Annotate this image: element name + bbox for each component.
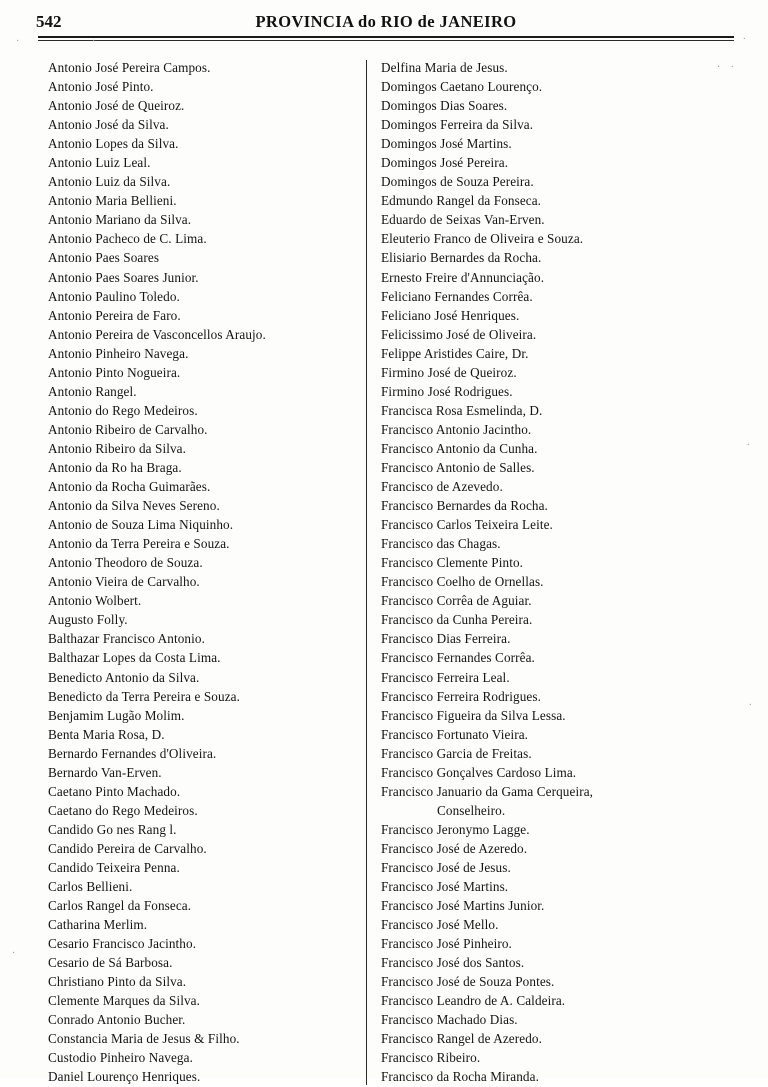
list-item: Benedicto Antonio da Silva. (48, 669, 200, 685)
list-item: Caetano do Rego Medeiros. (48, 802, 198, 818)
list-item: Antonio Pinheiro Navega. (48, 345, 189, 361)
list-item: Delfina Maria de Jesus. (381, 60, 508, 75)
list-item: Domingos José Martins. (381, 136, 512, 152)
list-item: Firmino José Rodrigues. (381, 383, 513, 399)
list-item: Firmino José de Queiroz. (381, 364, 517, 380)
list-item: Antonio Theodoro de Souza. (48, 555, 203, 571)
list-item: Antonio da Rocha Guimarães. (48, 479, 211, 495)
list-item: Francisco Jeronymo Lagge. (381, 821, 530, 837)
list-item: Balthazar Francisco Antonio. (48, 631, 205, 647)
list-item: Antonio Rangel. (48, 383, 137, 399)
scan-speck: · (12, 948, 16, 959)
list-item: Francisco Antonio Jacintho. (381, 421, 532, 437)
list-item: Antonio da Silva Neves Sereno. (48, 498, 220, 514)
list-item: Ernesto Freire d'Annunciação. (381, 269, 545, 285)
list-item: Francisco José Mello. (381, 917, 499, 933)
list-item: Antonio Paulino Toledo. (48, 288, 180, 304)
list-item: Francisco Fortunato Vieira. (381, 726, 529, 742)
list-item: Cesario Francisco Jacintho. (48, 936, 197, 952)
left-column (36, 58, 366, 1087)
list-item: Francisco Garcia de Freitas. (381, 745, 532, 761)
list-item-continuation (377, 801, 735, 820)
list-item: Custodio Pinheiro Navega. (48, 1050, 193, 1066)
list-item: Francisco Rangel de Azeredo. (381, 1031, 542, 1047)
list-item: Francisco Ferreira Leal. (381, 669, 510, 685)
list-item: Edmundo Rangel da Fonseca. (381, 193, 542, 209)
scan-speck: · (92, 36, 96, 47)
list-item: Francisco Fernandes Corrêa. (381, 650, 535, 666)
list-item: Antonio Pinto Nogueira. (48, 364, 181, 380)
list-item: Feliciano Fernandes Corrêa. (381, 288, 533, 304)
list-item: Francisco Gonçalves Cardoso Lima. (381, 764, 577, 780)
list-item: Francisco das Chagas. (381, 536, 501, 552)
page-header (36, 10, 736, 40)
list-item: Bernardo Van-Erven. (48, 764, 162, 780)
list-item: Antonio Lopes da Silva. (48, 136, 179, 152)
list-item: Francisco Clemente Pinto. (381, 555, 524, 571)
list-item: Antonio Vieira de Carvalho. (48, 574, 200, 590)
list-item: Francisco da Cunha Pereira. (381, 612, 533, 628)
list-item: Francisco da Rocha Miranda. (381, 1069, 539, 1085)
list-item: Antonio Paes Soares Junior. (48, 269, 199, 285)
list-item: Francisco José dos Santos. (381, 955, 525, 971)
list-item: Antonio de Souza Lima Niquinho. (48, 517, 234, 533)
list-item: Carlos Bellieni. (48, 879, 133, 895)
list-item: Francisco Ferreira Rodrigues. (381, 688, 542, 704)
list-item: Antonio Pereira de Faro. (48, 307, 181, 323)
list-item: Carlos Rangel da Fonseca. (48, 898, 192, 914)
list-item: Antonio José Pereira Campos. (48, 60, 211, 75)
list-item: Francisco José Pinheiro. (381, 936, 512, 952)
list-item: Clemente Marques da Silva. (48, 993, 201, 1009)
list-item: Catharina Merlim. (48, 917, 148, 933)
list-item: Francisco Corrêa de Aguiar. (381, 593, 532, 609)
list-item: Antonio José da Silva. (48, 117, 169, 133)
list-item: Felippe Aristides Caire, Dr. (381, 345, 529, 361)
folio-number: 542 (36, 12, 62, 31)
list-item: Antonio Wolbert. (48, 593, 142, 609)
list-item: Feliciano José Henriques. (381, 307, 520, 323)
list-item: Benjamim Lugão Molim. (48, 707, 185, 723)
scan-speck: · (16, 36, 20, 47)
list-item: Francisco José Martins Junior. (381, 898, 545, 914)
list-item: Augusto Folly. (48, 612, 128, 628)
list-item: Antonio Mariano da Silva. (48, 212, 192, 228)
scan-speck: · (748, 700, 752, 711)
list-item: Candido Teixeira Penna. (48, 859, 180, 875)
list-item: Francisco Machado Dias. (381, 1012, 518, 1028)
header-rule-thin (38, 40, 734, 41)
list-item: Antonio Pereira de Vasconcellos Araujo. (48, 326, 266, 342)
list-item: Francisco José de Azeredo. (381, 840, 528, 856)
list-item: Benta Maria Rosa, D. (48, 726, 165, 742)
list-item: Domingos Ferreira da Silva. (381, 117, 534, 133)
list-item: Antonio Ribeiro da Silva. (48, 440, 187, 456)
list-item: Cesario de Sá Barbosa. (48, 955, 173, 971)
list-item: Candido Pereira de Carvalho. (48, 840, 207, 856)
list-item: Constancia Maria de Jesus & Filho. (48, 1031, 240, 1047)
list-item: Candido Go nes Rang l. (48, 821, 177, 837)
list-item: Eduardo de Seixas Van-Erven. (381, 212, 545, 228)
list-item: Caetano Pinto Machado. (48, 783, 181, 799)
list-item: Domingos José Pereira. (381, 155, 509, 171)
list-item: Eleuterio Franco de Oliveira e Souza. (381, 231, 584, 247)
scan-speck: · · (716, 62, 738, 73)
list-item: Bernardo Fernandes d'Oliveira. (48, 745, 217, 761)
column-divider-rule (366, 60, 367, 1085)
list-item: Antonio Ribeiro de Carvalho. (48, 421, 208, 437)
list-item: Francisca Rosa Esmelinda, D. (381, 402, 543, 418)
list-item: Francisco Januario da Gama Cerqueira, (381, 783, 594, 799)
list-item: Domingos Caetano Lourenço. (381, 79, 543, 95)
list-item: Antonio Luiz Leal. (48, 155, 151, 171)
name-list-left (36, 58, 360, 1087)
scan-speck: · (746, 440, 750, 451)
list-item: Antonio da Ro ha Braga. (48, 459, 182, 475)
list-item: Francisco Figueira da Silva Lessa. (381, 707, 566, 723)
list-item: Antonio Paes Soares (48, 250, 160, 266)
page-content (36, 10, 736, 1087)
list-item: Francisco Ribeiro. (381, 1050, 481, 1066)
list-item: Francisco Leandro de A. Caldeira. (381, 993, 566, 1009)
list-item-continuation-text: Conselheiro. (437, 802, 506, 818)
list-item: Francisco Carlos Teixeira Leite. (381, 517, 553, 533)
list-item: Balthazar Lopes da Costa Lima. (48, 650, 221, 666)
list-item: Francisco José de Jesus. (381, 859, 511, 875)
list-item: Daniel Lourenço Henriques. (48, 1069, 201, 1085)
running-title: PROVINCIA do RIO de JANEIRO (255, 12, 517, 31)
list-item: Francisco José de Souza Pontes. (381, 974, 555, 990)
list-item: Felicissimo José de Oliveira. (381, 326, 537, 342)
list-item: Antonio Maria Bellieni. (48, 193, 177, 209)
list-item: Domingos Dias Soares. (381, 98, 508, 114)
list-item: Francisco Bernardes da Rocha. (381, 498, 548, 514)
two-column-body (36, 58, 736, 1087)
list-item: Benedicto da Terra Pereira e Souza. (48, 688, 240, 704)
list-item: Francisco José Martins. (381, 879, 509, 895)
list-item: Elisiario Bernardes da Rocha. (381, 250, 542, 266)
list-item: Francisco Dias Ferreira. (381, 631, 511, 647)
list-item: Antonio José de Queiroz. (48, 98, 185, 114)
list-item: Francisco Coelho de Ornellas. (381, 574, 544, 590)
list-item: Antonio Pacheco de C. Lima. (48, 231, 207, 247)
list-item: Francisco Antonio de Salles. (381, 459, 535, 475)
list-item: Francisco de Azevedo. (381, 479, 503, 495)
list-item: Francisco Antonio da Cunha. (381, 440, 538, 456)
header-rule-thick (38, 36, 734, 38)
list-item: Antonio Luiz da Silva. (48, 174, 171, 190)
list-item: Antonio do Rego Medeiros. (48, 402, 198, 418)
list-item: Domingos de Souza Pereira. (381, 174, 534, 190)
list-item: Christiano Pinto da Silva. (48, 974, 187, 990)
list-item: Antonio José Pinto. (48, 79, 154, 95)
list-item: Conrado Antonio Bucher. (48, 1012, 186, 1028)
scan-speck: · (742, 34, 746, 45)
right-column (375, 58, 735, 1087)
list-item: Antonio da Terra Pereira e Souza. (48, 536, 230, 552)
name-list-right (377, 58, 735, 1087)
